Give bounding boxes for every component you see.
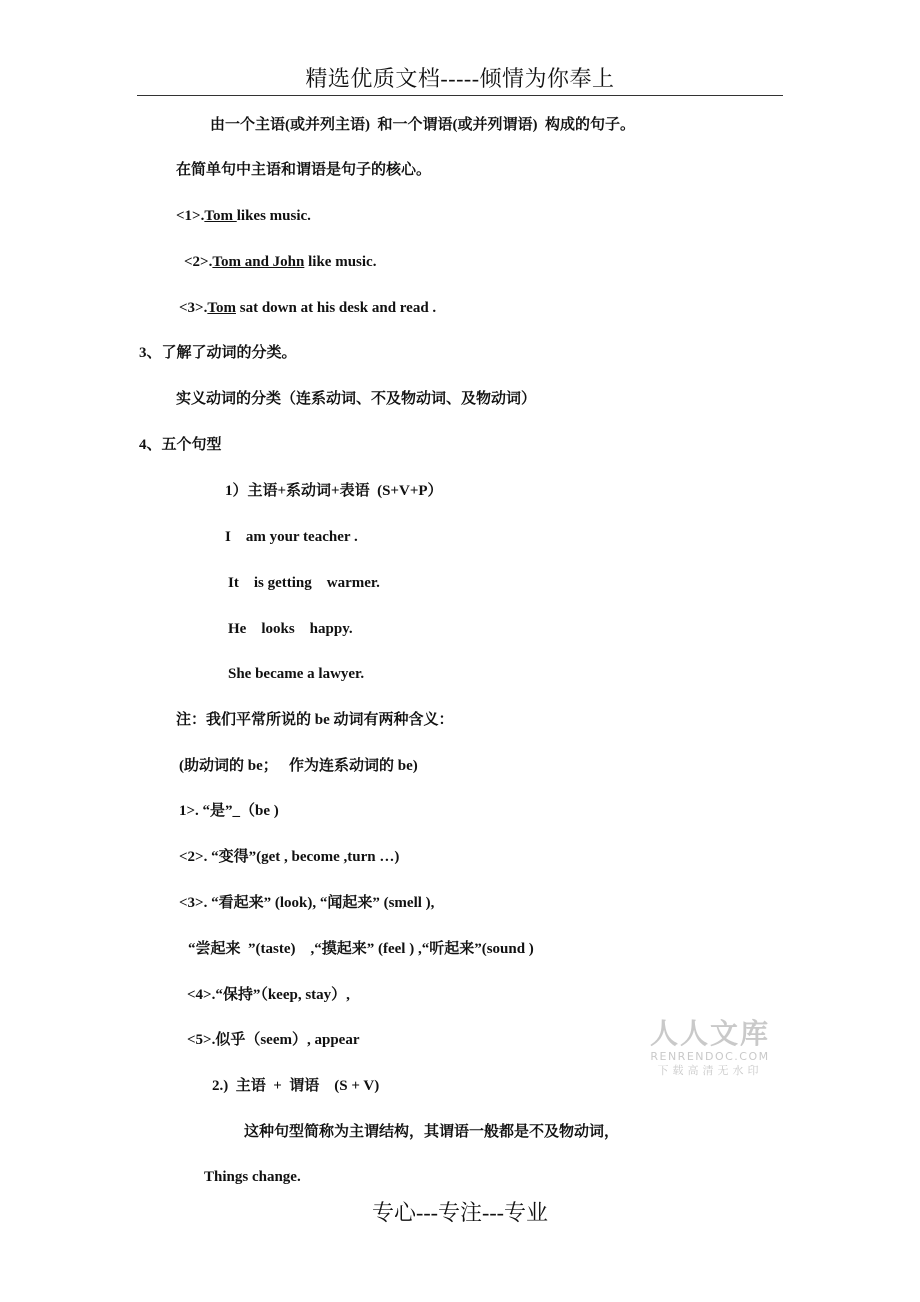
be-meaning-1: 1>. “是”_（be ) [179, 803, 279, 819]
page-footer: 专心---专注---专业 [372, 1200, 548, 1225]
be-meaning-4: <4>.“保持”（keep, stay）, [187, 987, 350, 1003]
pattern-1-example-4: She became a lawyer. [228, 666, 365, 682]
example-1 [176, 206, 311, 226]
pattern-1-example-3: He looks happy. [228, 621, 353, 637]
pattern-2-heading: 2.) 主语 + 谓语 (S + V) [212, 1078, 380, 1094]
example-2-prefix: <2>. [184, 254, 213, 270]
example-3 [179, 298, 436, 318]
core-line: 在简单句中主语和谓语是句子的核心。 [176, 162, 432, 178]
be-meaning-3-cont: “尝起来 ”(taste) ,“摸起来” (feel ) ,“听起来”(sound ) [188, 941, 534, 957]
example-1-rest: likes music. [236, 208, 311, 224]
example-2-rest: like music. [304, 254, 377, 270]
pattern-2-example: Things change. [204, 1169, 301, 1185]
be-note-detail: (助动词的 be； 作为连系动词的 be) [179, 758, 418, 774]
header-rule [137, 95, 783, 96]
be-meaning-5: <5>.似乎（seem）, appear [187, 1032, 360, 1048]
section-3-heading: 3、了解了动词的分类。 [139, 345, 297, 361]
watermark-site: RENRENDOC.COM [650, 1050, 770, 1063]
example-2-subject: Tom and John [212, 254, 305, 270]
pattern-1-heading: 1）主语+系动词+表语 (S+V+P） [225, 483, 443, 499]
watermark-tagline: 下载高清无水印 [657, 1064, 763, 1077]
be-meaning-3: <3>. “看起来” (look), “闻起来” (smell ), [179, 895, 435, 911]
pattern-2-description: 这种句型简称为主谓结构，其谓语一般都是不及物动词， [244, 1124, 620, 1140]
watermark-title: 人人文库 [649, 1017, 770, 1050]
example-3-prefix: <3>. [179, 300, 208, 316]
example-1-subject: Tom [204, 208, 237, 224]
example-3-rest: sat down at his desk and read . [235, 300, 437, 316]
section-4-heading: 4、五个句型 [139, 437, 222, 453]
pattern-1-example-1: I am your teacher . [225, 529, 358, 545]
example-1-prefix: <1>. [176, 208, 205, 224]
watermark-logo [646, 1018, 774, 1078]
example-3-subject: Tom [207, 300, 236, 316]
page-header: 精选优质文档-----倾情为你奉上 [305, 66, 615, 91]
pattern-1-example-2: It is getting warmer. [228, 575, 380, 591]
verb-classification: 实义动词的分类（连系动词、不及物动词、及物动词） [176, 391, 537, 407]
be-meaning-2: <2>. “变得”(get , become ,turn …) [179, 849, 400, 865]
example-2 [184, 252, 376, 272]
definition-line: 由一个主语(或并列主语) 和一个谓语(或并列谓语) 构成的句子。 [210, 117, 635, 133]
be-note: 注：我们平常所说的 be 动词有两种含义： [176, 712, 454, 728]
